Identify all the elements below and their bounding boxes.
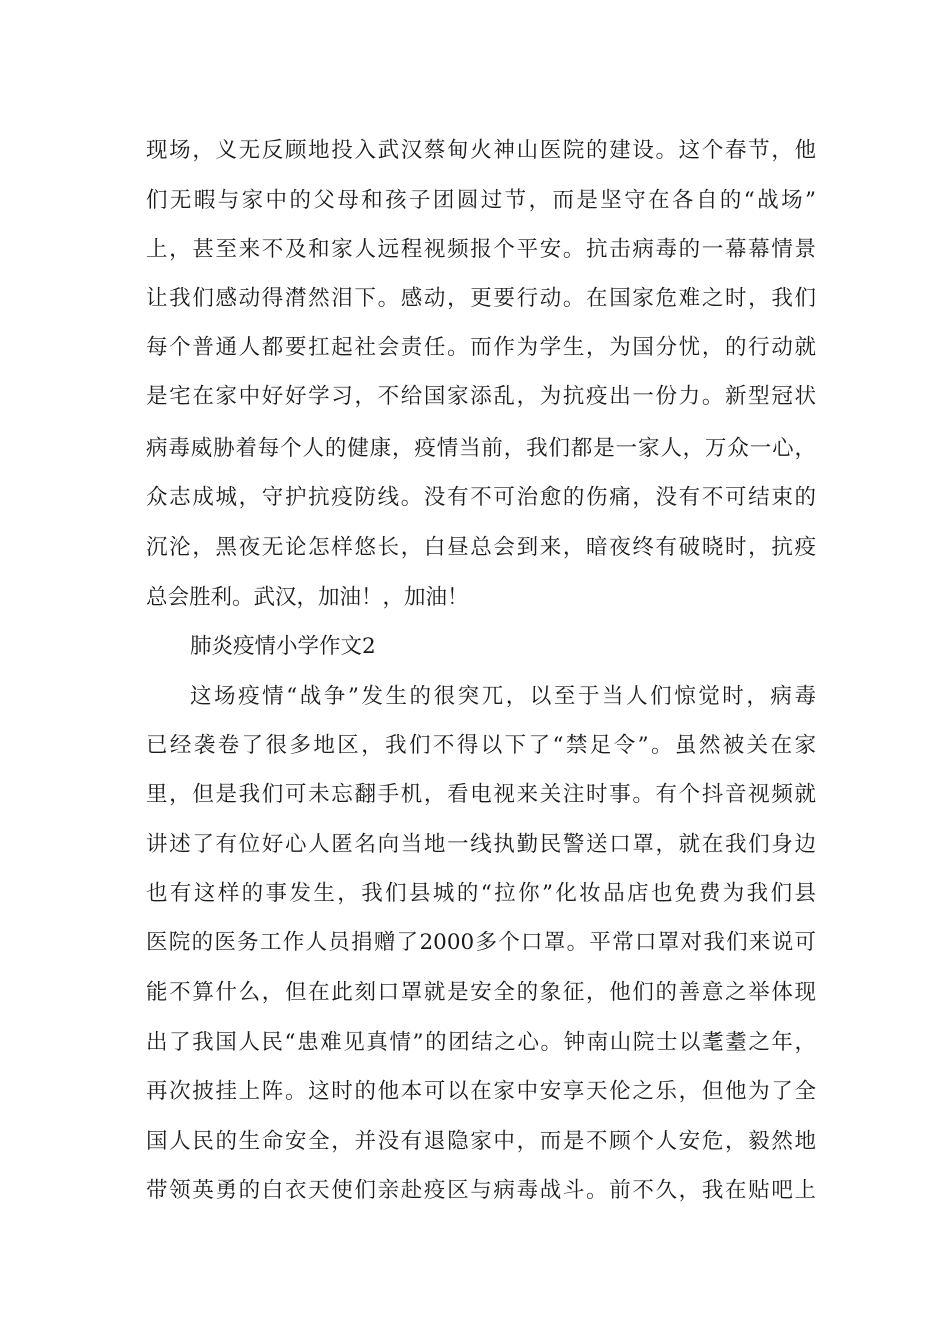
text-line: 讲述了有位好心人匿名向当地一线执勤民警送口罩，就在我们身边 [146,832,816,857]
text-line: 众志成城，守护抗疫防线。没有不可治愈的伤痛，没有不可结束的 [146,485,816,510]
text-line: 这场疫情“战争”发生的很突兀，以至于当人们惊觉时，病毒 [190,684,816,709]
text-line: 医院的医务工作人员捐赠了2000多个口罩。平常口罩对我们来说可 [146,930,816,955]
text-line: 已经袭卷了很多地区，我们不得以下了“禁足令”。虽然被关在家 [146,733,816,758]
section-heading: 肺炎疫情小学作文2 [190,634,376,659]
text-line: 带领英勇的白衣天使们亲赴疫区与病毒战斗。前不久，我在贴吧上 [146,1178,816,1203]
text-line: 也有这样的事发生，我们县城的“拉你”化妆品店也免费为我们县 [146,881,816,906]
text-line: 们无暇与家中的父母和孩子团圆过节，而是坚守在各自的“战场” [146,188,816,213]
text-line: 出了我国人民“患难见真情”的团结之心。钟南山院士以耄耋之年， [146,1030,816,1055]
text-line: 沉沦，黑夜无论怎样悠长，白昼总会到来，暗夜终有破晓时，抗疫 [146,535,816,560]
text-line: 让我们感动得潸然泪下。感动，更要行动。在国家危难之时，我们 [146,286,816,311]
text-line: 总会胜利。武汉，加油！，加油！ [146,585,469,610]
text-line: 再次披挂上阵。这时的他本可以在家中安享天伦之乐，但他为了全 [146,1079,816,1104]
text-line: 每个普通人都要扛起社会责任。而作为学生，为国分忧，的行动就 [146,335,816,360]
text-line: 国人民的生命安全，并没有退隐家中，而是不顾个人安危，毅然地 [146,1129,816,1154]
text-line: 是宅在家中好好学习，不给国家添乱，为抗疫出一份力。新型冠状 [146,384,816,409]
text-line: 里，但是我们可未忘翻手机，看电视来关注时事。有个抖音视频就 [146,782,816,807]
text-line: 病毒威胁着每个人的健康，疫情当前，我们都是一家人，万众一心， [146,436,816,461]
text-line: 现场，义无反顾地投入武汉蔡甸火神山医院的建设。这个春节，他 [146,138,816,163]
text-line: 能不算什么，但在此刻口罩就是安全的象征，他们的善意之举体现 [146,980,816,1005]
text-line: 上，甚至来不及和家人远程视频报个平安。抗击病毒的一幕幕情景 [146,237,816,262]
